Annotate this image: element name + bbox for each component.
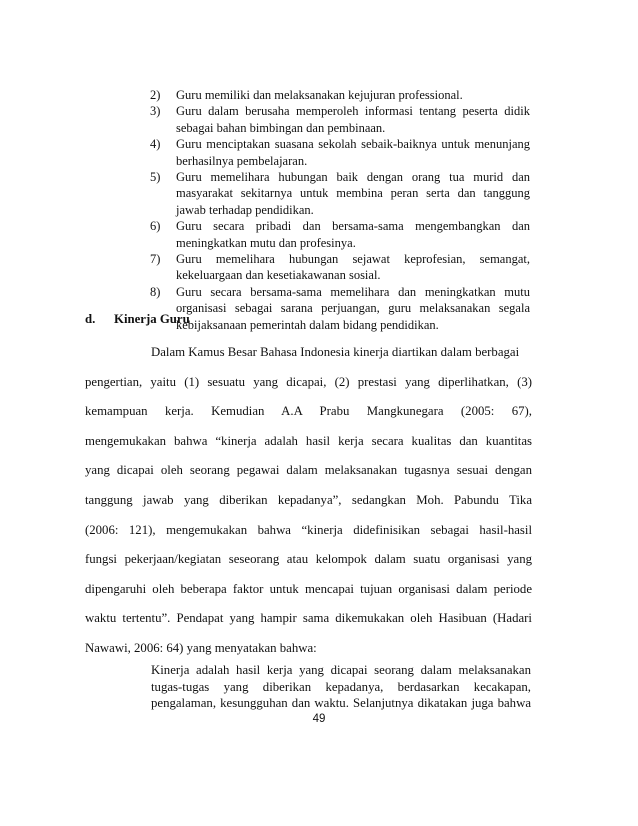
list-item-text: Guru memelihara hubungan sejawat keprofesian, semangat, kekeluargaan dan kesetiakawanan sosial. — [176, 252, 530, 283]
list-item-number: 5) — [150, 170, 161, 185]
page-number: 49 — [312, 713, 326, 725]
paragraph-line: Dalam Kamus Besar Bahasa Indonesia kinerja diartikan dalam berbagai — [151, 345, 520, 359]
paragraph-line: fungsi pekerjaan/kegiatan seseorang atau kelompok dalam suatu organisasi yang — [85, 552, 532, 567]
list-item — [150, 136, 530, 169]
list-item — [150, 87, 530, 103]
paragraph-line: mengemukakan bahwa “kinerja adalah hasil kerja secara kualitas dan kuantitas — [85, 433, 532, 448]
paragraph-line: tanggung jawab yang diberikan kepadanya”, sedangkan Moh. Pabundu Tika — [85, 492, 532, 507]
paragraph-line: Nawawi, 2006: 64) yang menyatakan bahwa: — [85, 640, 317, 655]
list-item — [150, 251, 530, 284]
paragraph-line: (2006: 121), mengemukakan bahwa “kinerja didefinisikan sebagai hasil-hasil — [85, 522, 532, 537]
block-quote — [151, 662, 531, 712]
quote-line: tugas-tugas yang diberikan kepadanya, berdasarkan kecakapan, — [151, 679, 531, 694]
paragraph-line: kemampuan kerja. Kemudian A.A Prabu Mangkunegara (2005: 67), — [85, 404, 532, 419]
quote-line: pengalaman, kesungguhan dan waktu. Selanjutnya dikatakan juga bahwa — [151, 696, 531, 710]
list-item-number: 8) — [150, 284, 161, 299]
paragraph-line: pengertian, yaitu (1) sesuatu yang dicapai, (2) prestasi yang diperlihatkan, (3) — [85, 374, 532, 389]
list-item — [150, 284, 530, 333]
section-title: Kinerja Guru — [114, 312, 190, 326]
list-item — [150, 169, 530, 218]
list-item-text: Guru memelihara hubungan baik dengan orang tua murid dan masyarakat sekitarnya untuk membina peran serta dan tanggung jawab terhadap pendidikan. — [176, 170, 530, 217]
paragraph-line: yang dicapai oleh seorang pegawai dalam melaksanakan tugasnya sesuai dengan — [85, 463, 532, 478]
list-item-text: Guru menciptakan suasana sekolah sebaik-baiknya untuk menunjang berhasilnya pembelajaran. — [176, 137, 530, 168]
list-item — [150, 218, 530, 251]
list-item-number: 7) — [150, 252, 161, 267]
quote-line: Kinerja adalah hasil kerja yang dicapai seorang dalam melaksanakan — [151, 663, 531, 677]
list-item-number: 2) — [150, 88, 161, 102]
list-item-number: 6) — [150, 219, 161, 234]
list-item-text: Guru secara pribadi dan bersama-sama mengembangkan dan meningkatkan mutu dan profesinya. — [176, 219, 530, 250]
paragraph-line: dipengaruhi oleh beberapa faktor untuk mencapai tujuan organisasi dalam periode — [85, 581, 532, 596]
paragraph-line: waktu tertentu”. Pendapat yang hampir sama dikemukakan oleh Hasibuan (Hadari — [85, 611, 532, 626]
section-heading — [85, 311, 190, 328]
list-item-text: Guru memiliki dan melaksanakan kejujuran professional. — [176, 88, 463, 102]
list-item-text: Guru dalam berusaha memperoleh informasi tentang peserta didik sebagai bahan bimbingan dan pembinaan. — [176, 104, 530, 135]
list-item — [150, 103, 530, 136]
list-item-text: Guru secara bersama-sama memelihara dan meningkatkan mutu organisasi sebagai sarana perjuangan, guru melaksanakan segala kebijaksanaan pemerintah dalam bidang pendidikan. — [176, 284, 530, 332]
section-letter: d. — [85, 312, 96, 326]
list-item-number: 4) — [150, 137, 161, 152]
list-item-number: 3) — [150, 104, 161, 119]
numbered-list — [150, 87, 530, 333]
body-paragraph — [85, 344, 532, 670]
